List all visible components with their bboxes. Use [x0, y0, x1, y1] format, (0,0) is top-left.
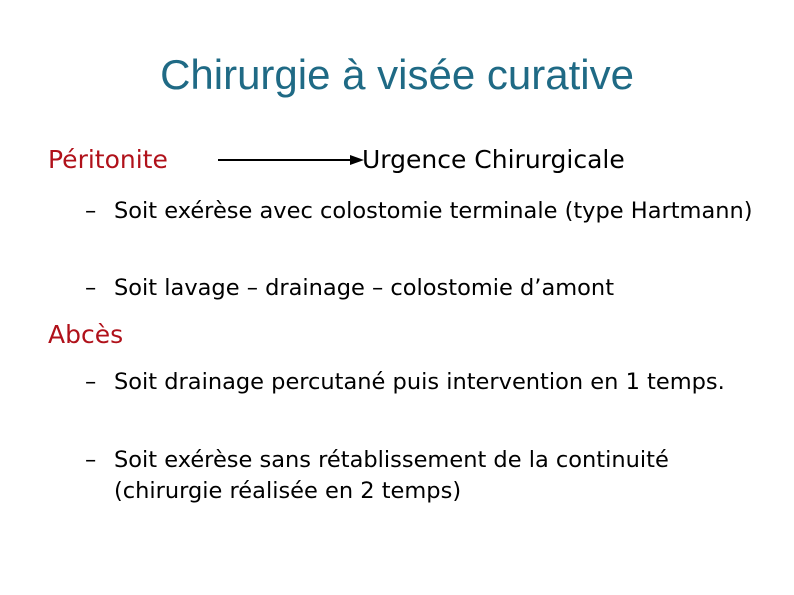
list-item-text: Soit exérèse sans rétablissement de la continuité (chirurgie réalisée en 2 temps)	[114, 447, 669, 504]
list-item-text: Soit drainage percutané puis intervention en 1 temps.	[114, 369, 725, 395]
bullet-dash: –	[85, 198, 97, 224]
list-item	[85, 445, 775, 507]
section-heading-peritonite: Péritonite	[48, 145, 168, 174]
section-heading-abces: Abcès	[48, 320, 124, 349]
bullet-dash: –	[85, 275, 97, 301]
arrow-target-label: Urgence Chirurgicale	[362, 145, 625, 174]
list-item-text: Soit lavage – drainage – colostomie d’amont	[114, 275, 615, 301]
bullet-dash: –	[85, 369, 97, 395]
list-item	[85, 367, 775, 398]
list-item	[85, 273, 775, 304]
slide-title: Chirurgie à visée curative	[160, 51, 634, 98]
bullet-dash: –	[85, 447, 97, 473]
right-arrow-icon	[218, 153, 364, 167]
list-item	[85, 196, 775, 227]
list-item-text: Soit exérèse avec colostomie terminale (type Hartmann)	[114, 198, 753, 224]
